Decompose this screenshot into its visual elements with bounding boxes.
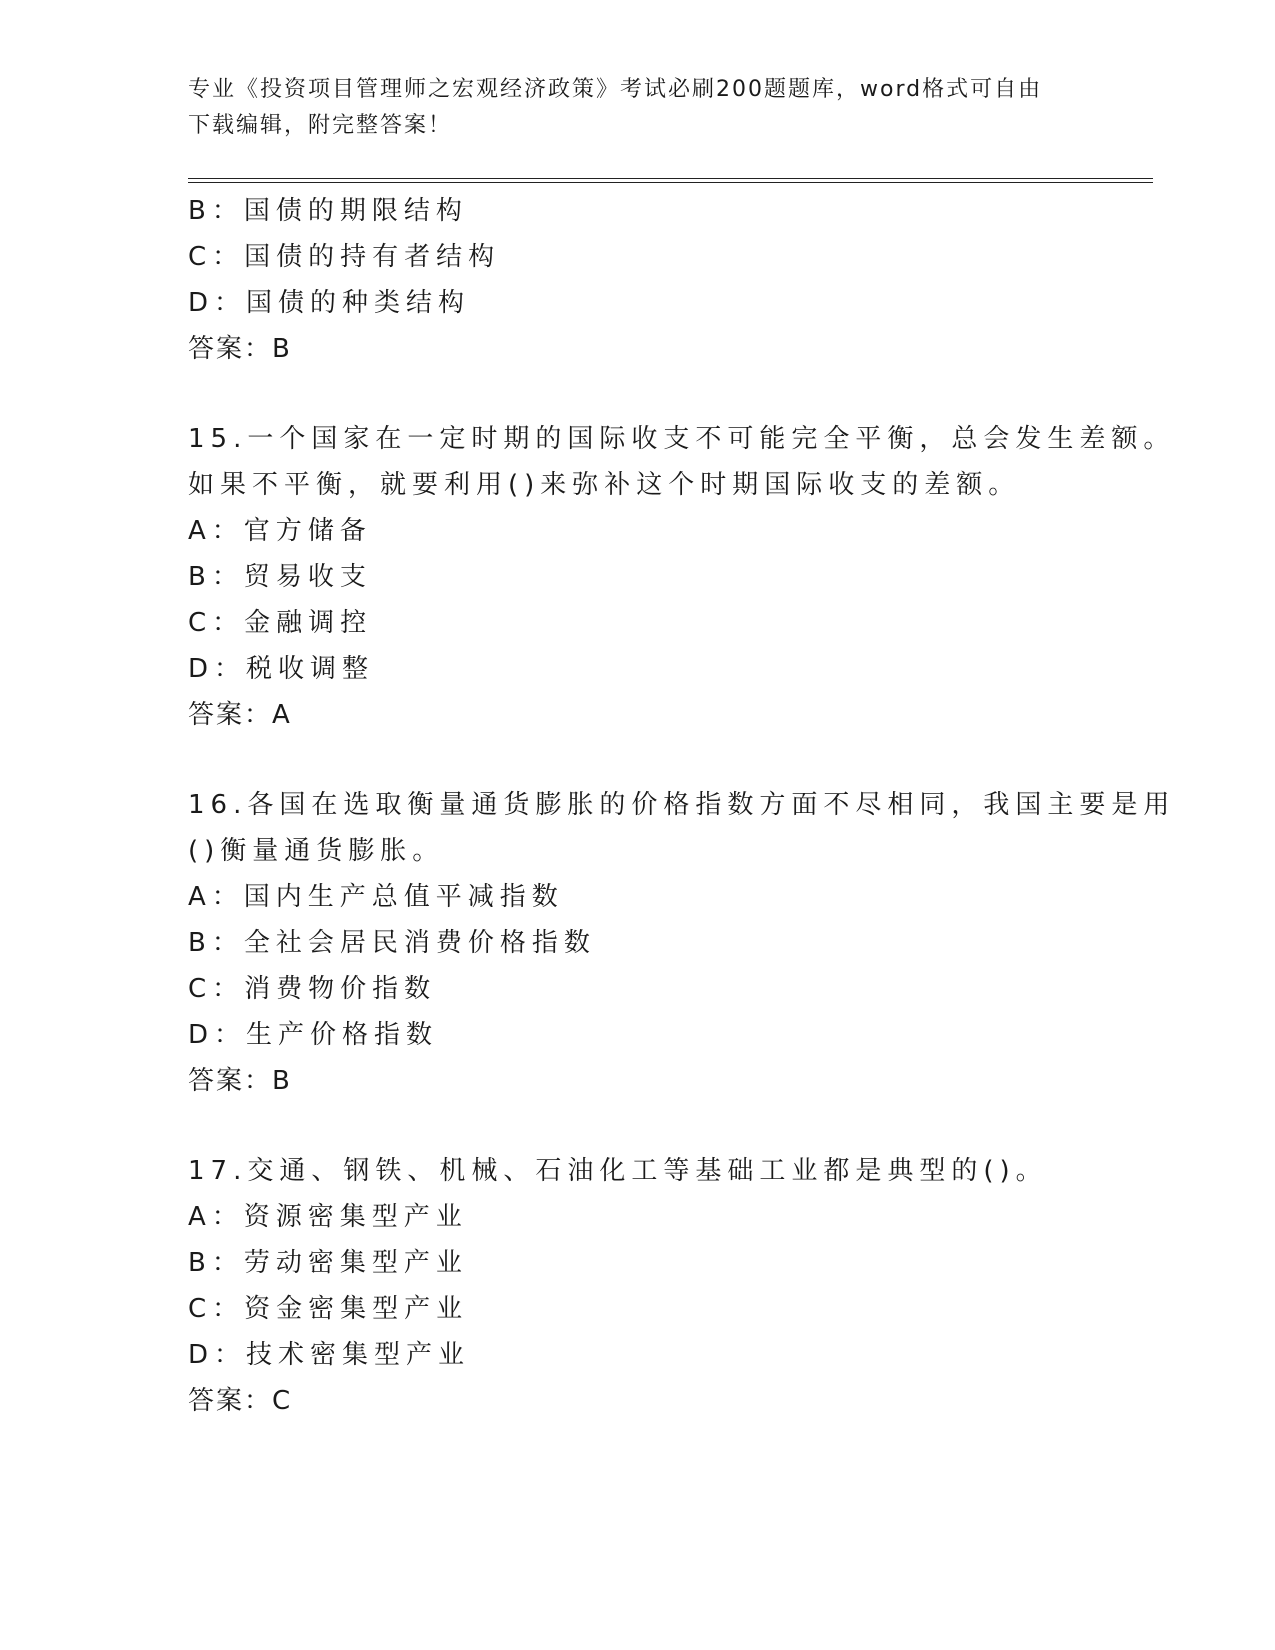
option-a: A：国内生产总值平减指数 <box>188 882 564 912</box>
option-a: A：官方储备 <box>188 516 372 546</box>
option-b: B：全社会居民消费价格指数 <box>188 928 596 958</box>
option-a: A：资源密集型产业 <box>188 1202 468 1232</box>
option-d: D：国债的种类结构 <box>188 288 471 318</box>
question-text-line: 如果不平衡，就要利用()来弥补这个时期国际收支的差额。 <box>188 470 1021 500</box>
option-d: D：技术密集型产业 <box>188 1340 471 1370</box>
option-b: B：国债的期限结构 <box>188 196 468 226</box>
option-c: C：资金密集型产业 <box>188 1294 469 1324</box>
question-text-line: 17.交通、钢铁、机械、石油化工等基础工业都是典型的()。 <box>188 1156 1048 1186</box>
answer-line: 答案：B <box>188 334 292 364</box>
header-rule-top <box>188 178 1153 179</box>
option-b: B：贸易收支 <box>188 562 372 592</box>
option-d: D：税收调整 <box>188 654 375 684</box>
spacer <box>188 738 1088 782</box>
spacer <box>188 372 1088 416</box>
document-body <box>188 188 1176 1424</box>
document-header <box>188 72 1068 144</box>
question-text-line: 15.一个国家在一定时期的国际收支不可能完全平衡，总会发生差额。 <box>188 424 1176 454</box>
header-line-2: 下载编辑，附完整答案！ <box>188 113 453 138</box>
question-text-line: ()衡量通货膨胀。 <box>188 836 445 866</box>
spacer <box>188 1104 1088 1148</box>
question-block-continued <box>188 188 1088 372</box>
answer-line: 答案：C <box>188 1386 293 1416</box>
answer-line: 答案：B <box>188 1066 292 1096</box>
question-block-16 <box>188 782 1176 1104</box>
question-block-15 <box>188 416 1176 738</box>
option-c: C：消费物价指数 <box>188 974 437 1004</box>
header-line-1: 专业《投资项目管理师之宏观经济政策》考试必刷200题题库，word格式可自由 <box>188 77 1043 102</box>
option-b: B：劳动密集型产业 <box>188 1248 468 1278</box>
header-rule-bottom <box>188 182 1153 183</box>
option-d: D：生产价格指数 <box>188 1020 439 1050</box>
option-c: C：国债的持有者结构 <box>188 242 501 272</box>
answer-line: 答案：A <box>188 700 292 730</box>
question-block-17 <box>188 1148 1088 1424</box>
question-text-line: 16.各国在选取衡量通货膨胀的价格指数方面不尽相同，我国主要是用 <box>188 790 1176 820</box>
option-c: C：金融调控 <box>188 608 373 638</box>
